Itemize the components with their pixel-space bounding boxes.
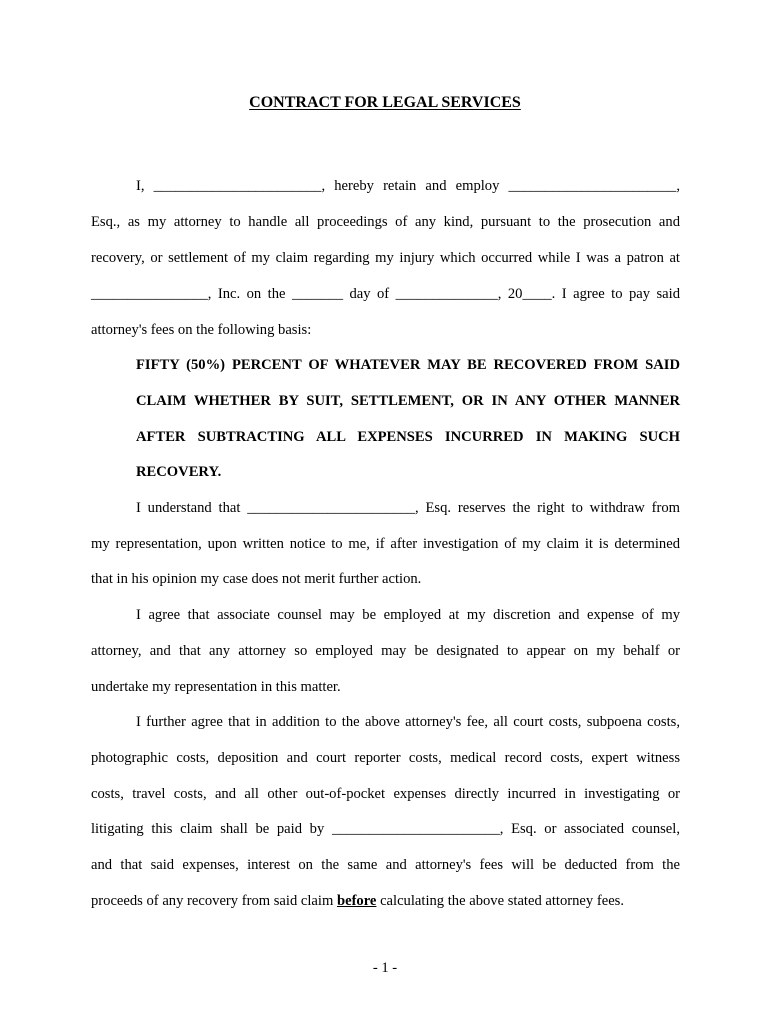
costs-line-6 — [91, 891, 680, 911]
retainer-line-2: Esq., as my attorney to handle all proceedings of any kind, pursuant to the prosecution and — [91, 214, 680, 230]
withdraw-line-3: that in his opinion my case does not merit further action. — [91, 571, 422, 587]
retainer-line-3: recovery, or settlement of my claim regarding my injury which occurred while I was a patron at — [91, 250, 680, 266]
associate-line-3: undertake my representation in this matter. — [91, 679, 341, 695]
withdraw-line-2: my representation, upon written notice to me, if after investigation of my claim it is determined — [91, 536, 680, 552]
withdraw-line-1: I understand that _______________________, Esq. reserves the right to withdraw from — [136, 500, 680, 516]
costs-line-2: photographic costs, deposition and court reporter costs, medical record costs, expert witness — [91, 750, 680, 766]
document-title: CONTRACT FOR LEGAL SERVICES — [249, 94, 521, 111]
costs-line-6-start: proceeds of any recovery from said claim — [91, 893, 337, 909]
retainer-line-5: attorney's fees on the following basis: — [91, 322, 312, 338]
associate-line-1: I agree that associate counsel may be employed at my discretion and expense of my — [136, 607, 680, 623]
fee-clause-line-2: CLAIM WHETHER BY SUIT, SETTLEMENT, OR IN ANY OTHER MANNER — [136, 393, 680, 409]
before-emphasis: before — [336, 893, 377, 909]
fee-clause-line-1: FIFTY (50%) PERCENT OF WHATEVER MAY BE RECOVERED FROM SAID — [136, 357, 680, 373]
associate-line-2: attorney, and that any attorney so employed may be designated to appear on my behalf or — [91, 643, 680, 659]
costs-line-1: I further agree that in addition to the above attorney's fee, all court costs, subpoena costs, — [136, 714, 680, 730]
page-number: - 1 - — [372, 960, 398, 976]
costs-line-6-end: calculating the above stated attorney fees. — [376, 893, 625, 909]
costs-line-4: litigating this claim shall be paid by _______________________, Esq. or associated counsel, — [91, 821, 680, 837]
retainer-line-1: I, _______________________, hereby retain and employ _______________________, — [136, 178, 680, 194]
fee-clause-line-3: AFTER SUBTRACTING ALL EXPENSES INCURRED IN MAKING SUCH — [136, 429, 680, 445]
fee-clause-line-4: RECOVERY. — [136, 464, 222, 480]
costs-line-3: costs, travel costs, and all other out-of-pocket expenses directly incurred in investigating or — [91, 786, 680, 802]
retainer-line-4: ________________, Inc. on the _______ day of ______________, 20____. I agree to pay said — [91, 286, 680, 302]
costs-line-5: and that said expenses, interest on the same and attorney's fees will be deducted from the — [91, 857, 680, 873]
